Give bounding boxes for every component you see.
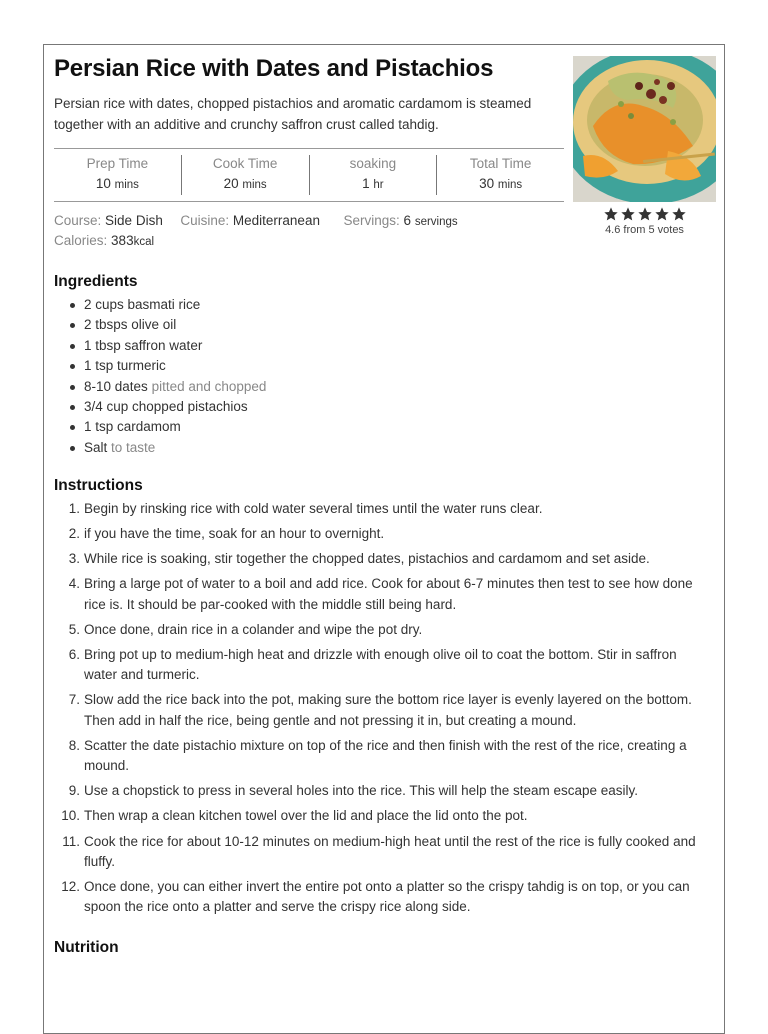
step-text: if you have the time, soak for an hour to overnight.	[84, 526, 385, 542]
list-item	[54, 377, 266, 397]
list-item	[54, 499, 704, 519]
list-item	[54, 736, 704, 777]
cuisine-label: Cuisine:	[180, 213, 230, 228]
calories-label: Calories:	[54, 233, 108, 248]
step-number: 11.	[62, 833, 80, 849]
list-item	[54, 315, 266, 335]
step-number: 5.	[68, 621, 80, 637]
list-item	[54, 781, 704, 801]
nutrition-heading: Nutrition	[54, 939, 119, 956]
step-text: Once done, drain rice in a colander and wipe the pot dry.	[84, 621, 423, 637]
recipe-rating	[573, 206, 716, 236]
list-item	[54, 524, 704, 544]
ingredients-list	[54, 295, 266, 458]
step-text: Scatter the date pistachio mixture on top of the rice and then finish with the rest of the rice, creating a mound.	[84, 737, 687, 774]
ingredient-note: to taste	[111, 439, 156, 455]
instructions-heading: Instructions	[54, 477, 143, 494]
step-text: Once done, you can either invert the entire pot onto a platter so the crispy tahdig is on top, or you can spoon the rice onto a platter and serve the crispy rice along side.	[84, 879, 690, 915]
servings-label: Servings:	[343, 213, 400, 228]
time-unit: mins	[242, 179, 267, 191]
time-value: 30	[479, 176, 495, 191]
recipe-title: Persian Rice with Dates and Pistachios	[54, 55, 494, 82]
divider	[54, 148, 564, 149]
step-number: 2.	[68, 526, 80, 542]
step-number: 4.	[68, 576, 80, 592]
time-value: 20	[223, 176, 239, 191]
list-item	[54, 295, 266, 315]
calories-value: 383	[111, 233, 134, 248]
time-total	[437, 155, 564, 195]
time-soaking	[310, 155, 438, 195]
step-text: Slow add the rice back into the pot, making sure the bottom rice layer is evenly layered on the bottom. Then add in half the rice, being gentle and not pressing it in, but creating a mound.	[84, 692, 692, 728]
recipe-photo-image	[573, 56, 716, 202]
servings-unit: servings	[414, 216, 458, 228]
recipe-calories	[54, 231, 154, 252]
step-number: 10.	[61, 808, 80, 824]
rating-stars[interactable]	[573, 206, 716, 222]
course-label: Course:	[54, 213, 102, 228]
time-label: Total Time	[469, 156, 532, 171]
recipe-photo	[573, 56, 716, 202]
calories-unit: kcal	[133, 236, 155, 248]
time-label: Cook Time	[212, 156, 278, 171]
step-text: Cook the rice for about 10-12 minutes on medium-high heat until the rest of the rice is fully cooked and fluffy.	[84, 833, 696, 869]
ingredient-text: 1 tsp turmeric	[84, 358, 166, 374]
ingredient-note: pitted and chopped	[151, 378, 267, 394]
recipe-card	[43, 44, 725, 1034]
course-value: Side Dish	[105, 213, 163, 228]
list-item	[54, 417, 266, 437]
step-number: 8.	[68, 737, 80, 753]
time-cook	[182, 155, 310, 195]
step-text: Bring pot up to medium-high heat and drizzle with enough olive oil to coat the bottom. Stir in saffron water and turmeric.	[84, 646, 677, 683]
servings-value[interactable]: 6	[403, 213, 412, 228]
step-text: Use a chopstick to press in several holes into the rice. This will help the steam escape easily.	[84, 783, 639, 799]
list-item	[54, 438, 266, 458]
time-unit: mins	[114, 179, 139, 191]
time-label: soaking	[349, 156, 397, 171]
time-value: 10	[95, 176, 111, 191]
step-number: 9.	[68, 783, 80, 799]
time-value: 1	[362, 176, 370, 191]
ingredient-text: 3/4 cup chopped pistachios	[84, 399, 248, 415]
ingredient-text: 1 tbsp saffron water	[84, 337, 203, 353]
recipe-times	[54, 153, 564, 199]
cuisine-value: Mediterranean	[232, 213, 320, 228]
time-prep	[54, 155, 182, 195]
list-item	[54, 645, 704, 686]
list-item	[54, 356, 266, 376]
recipe-summary: Persian rice with dates, chopped pistachios and aromatic cardamom is steamed together with an additive and crunchy saffron crust called tahdig.	[54, 96, 532, 132]
time-label: Prep Time	[86, 156, 149, 171]
step-text: Then wrap a clean kitchen towel over the lid and place the lid onto the pot.	[84, 808, 528, 824]
ingredient-text: Salt	[84, 439, 108, 455]
ingredient-text: 2 tbsps olive oil	[84, 317, 177, 333]
time-unit: hr	[373, 179, 384, 191]
ingredients-heading: Ingredients	[54, 273, 138, 290]
step-number: 7.	[68, 692, 80, 708]
time-unit: mins	[497, 179, 523, 191]
list-item	[54, 574, 704, 615]
step-number: 3.	[68, 551, 80, 567]
ingredient-text: 8-10 dates	[84, 378, 148, 394]
list-item	[54, 336, 266, 356]
divider	[54, 201, 564, 202]
star-icon[interactable]	[654, 206, 670, 222]
list-item	[54, 832, 704, 873]
step-number: 6.	[68, 646, 80, 662]
list-item	[54, 397, 266, 417]
step-text: While rice is soaking, stir together the chopped dates, pistachios and cardamom and set aside.	[84, 551, 650, 567]
step-number: 12.	[61, 879, 80, 895]
list-item	[54, 549, 704, 569]
star-icon[interactable]	[603, 206, 619, 222]
step-text: Bring a large pot of water to a boil and add rice. Cook for about 6-7 minutes then test to see how done rice is. It should be par-cooked with the middle still being hard.	[84, 576, 693, 612]
step-text: Begin by rinsking rice with cold water several times until the water runs clear.	[84, 501, 543, 516]
step-number: 1.	[68, 501, 80, 516]
rating-summary: 4.6 from 5 votes	[605, 224, 684, 236]
ingredient-text: 1 tsp cardamom	[84, 419, 181, 435]
recipe-meta-row	[54, 211, 458, 232]
list-item	[54, 620, 704, 640]
ingredient-text: 2 cups basmati rice	[84, 297, 201, 312]
list-item	[54, 690, 704, 731]
list-item	[54, 806, 704, 826]
star-icon[interactable]	[671, 206, 687, 222]
list-item	[54, 877, 704, 918]
star-icon[interactable]	[637, 206, 653, 222]
instructions-list	[54, 499, 704, 923]
star-icon[interactable]	[620, 206, 636, 222]
